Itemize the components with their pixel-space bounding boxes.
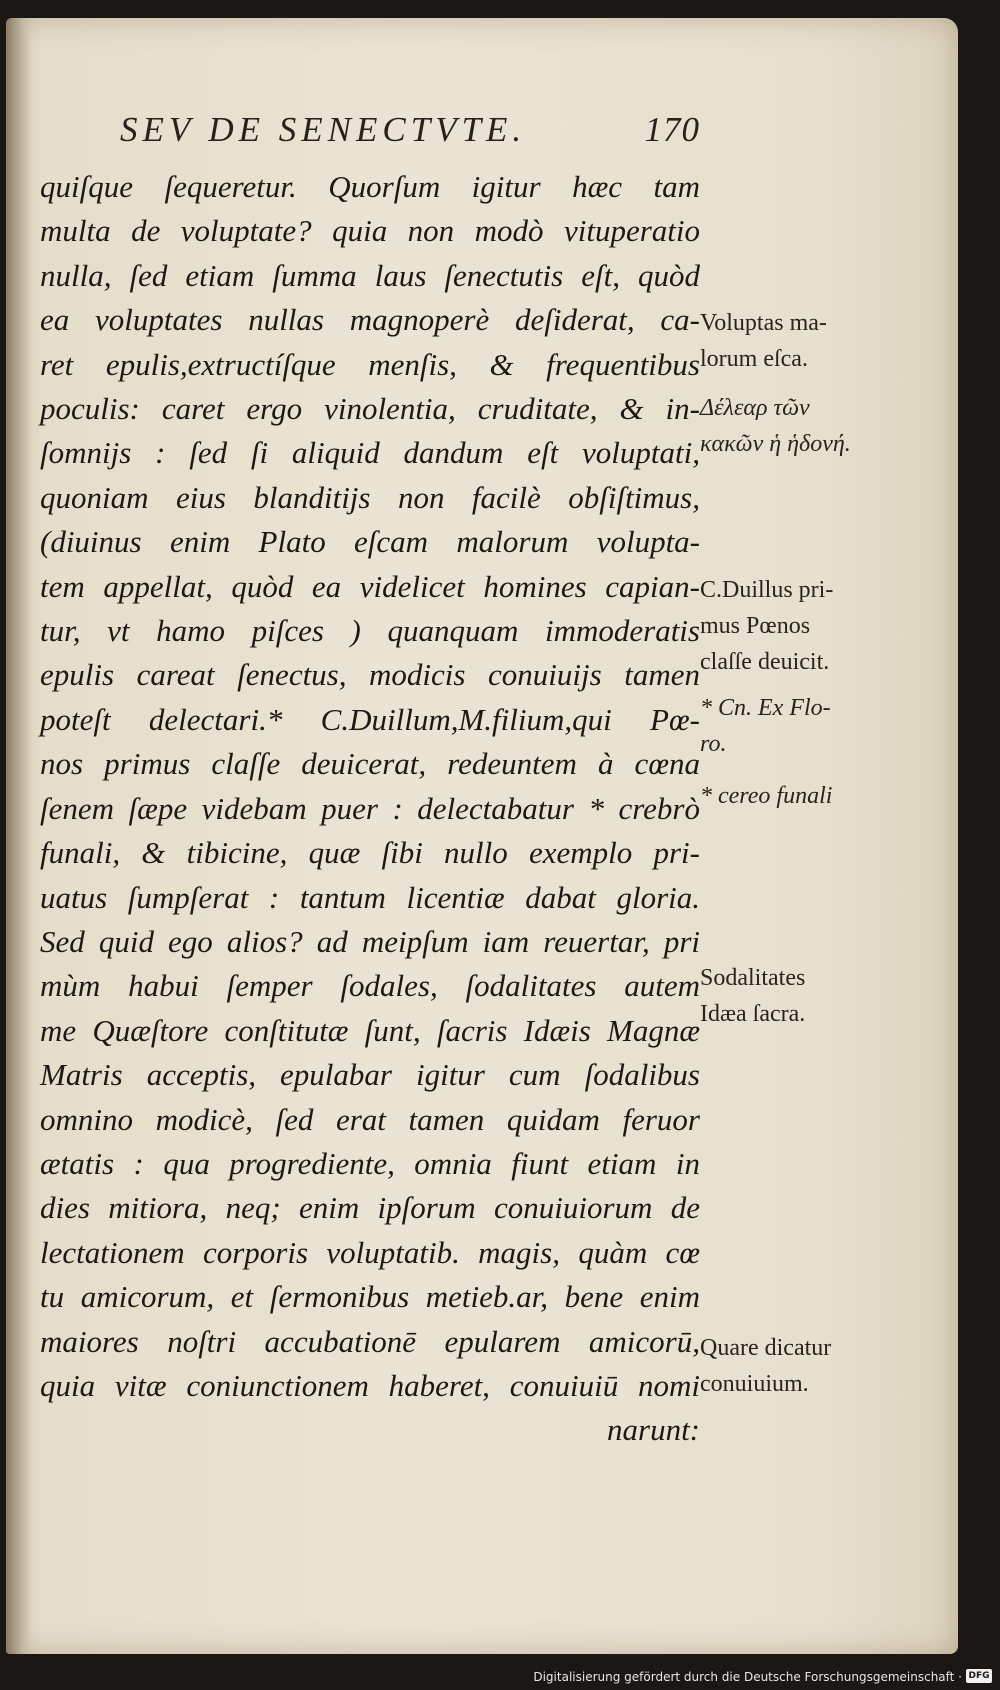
running-title: SEV DE SENECTVTE. <box>120 110 527 149</box>
text-line: uatus ſumpſerat : tantum licentiæ dabat gloria. <box>40 879 700 915</box>
margin-note-line: C.Duillus pri- <box>700 577 834 603</box>
catchword: narunt: <box>607 1412 700 1448</box>
margin-note-ex-floro <box>700 690 831 762</box>
text-line: ætatis : qua progrediente, omnia fiunt etiam in <box>40 1145 700 1181</box>
page-spine-shadow <box>6 18 32 1654</box>
page-number: 170 <box>644 110 700 149</box>
margin-note-line: Δέλεαρ τῶν <box>700 395 810 421</box>
digitization-credit: Digitalisierung gefördert durch die Deutsche Forschungsgemeinschaft · <box>533 1670 962 1684</box>
margin-note-duillus <box>700 572 833 680</box>
text-line: ſomnijs : ſed ſi aliquid dandum eſt voluptati, <box>40 435 700 471</box>
margin-note-line: Quare dicatur <box>700 1335 832 1361</box>
margin-note-line: Sodalitates <box>700 965 806 991</box>
text-line: Matris acceptis, epulabar igitur cum ſodalibus <box>40 1057 700 1093</box>
main-text-block <box>40 165 700 1453</box>
text-line: ea voluptates nullas magnoperè deſiderat, ca- <box>40 302 700 338</box>
text-line: quiſque ſequeretur. Quorſum igitur hæc tam <box>40 169 700 204</box>
text-line: multa de voluptate? quia non modò vituperatio <box>40 213 700 249</box>
margin-note-line: lorum eſca. <box>700 346 808 372</box>
running-header <box>120 110 700 150</box>
text-line: tu amicorum, et ſermonibus metieb.ar, bene enim <box>40 1279 700 1315</box>
text-line: ſenem ſæpe videbam puer : delectabatur * crebrò <box>40 790 700 826</box>
text-line: funali, & tibicine, quæ ſibi nullo exemplo pri- <box>40 835 700 871</box>
margin-note-line: ro. <box>700 731 727 757</box>
margin-note-line: * cereo funali <box>700 783 833 809</box>
margin-note-voluptas <box>700 305 827 377</box>
text-line: tur, vt hamo piſces ) quanquam immoderatis <box>40 613 700 649</box>
margin-note-line: * Cn. Ex Flo- <box>700 695 831 721</box>
text-line: omnino modicè, ſed erat tamen quidam feruor <box>40 1101 700 1137</box>
margin-note-line: κακῶν ἡ ἡδονή. <box>700 431 851 457</box>
dfg-logo-icon: DFG <box>966 1669 992 1683</box>
text-line: quoniam eius blanditijs non facilè obſiſtimus, <box>40 479 700 515</box>
text-line: maiores noſtri accubationē epularem amicorū, <box>40 1323 700 1359</box>
text-line: me Quæſtore conſtitutæ ſunt, ſacris Idæis Magnæ <box>40 1012 700 1048</box>
text-line: tem appellat, quòd ea videlicet homines capian- <box>40 568 700 604</box>
margin-note-line: claſſe deuicit. <box>700 649 830 675</box>
margin-note-cereo-funali <box>700 778 832 814</box>
margin-note-line: Voluptas ma- <box>700 310 827 336</box>
margin-note-line: mus Pœnos <box>700 613 811 639</box>
margin-note-line: conuiuium. <box>700 1371 809 1397</box>
margin-note-conuiuium <box>700 1330 831 1402</box>
text-line: mùm habui ſemper ſodales, ſodalitates autem <box>40 968 700 1004</box>
text-line: dies mitiora, neq; enim ipſorum conuiuiorum de <box>40 1190 700 1226</box>
text-line: Sed quid ego alios? ad meipſum iam reuertar, pri <box>40 923 700 959</box>
text-line: lectationem corporis voluptatib. magis, quàm cœ <box>40 1234 700 1270</box>
text-line: poteſt delectari.* C.Duillum,M.filium,qui Pœ- <box>40 701 700 737</box>
text-line: epulis careat ſenectus, modicis conuiuijs tamen <box>40 657 700 693</box>
text-line: quia vitæ coniunctionem haberet, conuiuiū nomi <box>40 1367 700 1403</box>
text-line: ret epulis,extructíſque menſis, & frequentibus <box>40 346 700 382</box>
margin-note-greek <box>700 390 851 462</box>
text-line: nulla, ſed etiam ſumma laus ſenectutis eſt, quòd <box>40 257 700 293</box>
margin-note-line: Idæa ſacra. <box>700 1001 806 1027</box>
text-line: poculis: caret ergo vinolentia, cruditate, & in- <box>40 391 700 427</box>
text-line: (diuinus enim Plato eſcam malorum volupta- <box>40 524 700 560</box>
text-line: nos primus claſſe deuicerat, redeuntem à cœna <box>40 746 700 782</box>
margin-note-sodalitates <box>700 960 805 1032</box>
